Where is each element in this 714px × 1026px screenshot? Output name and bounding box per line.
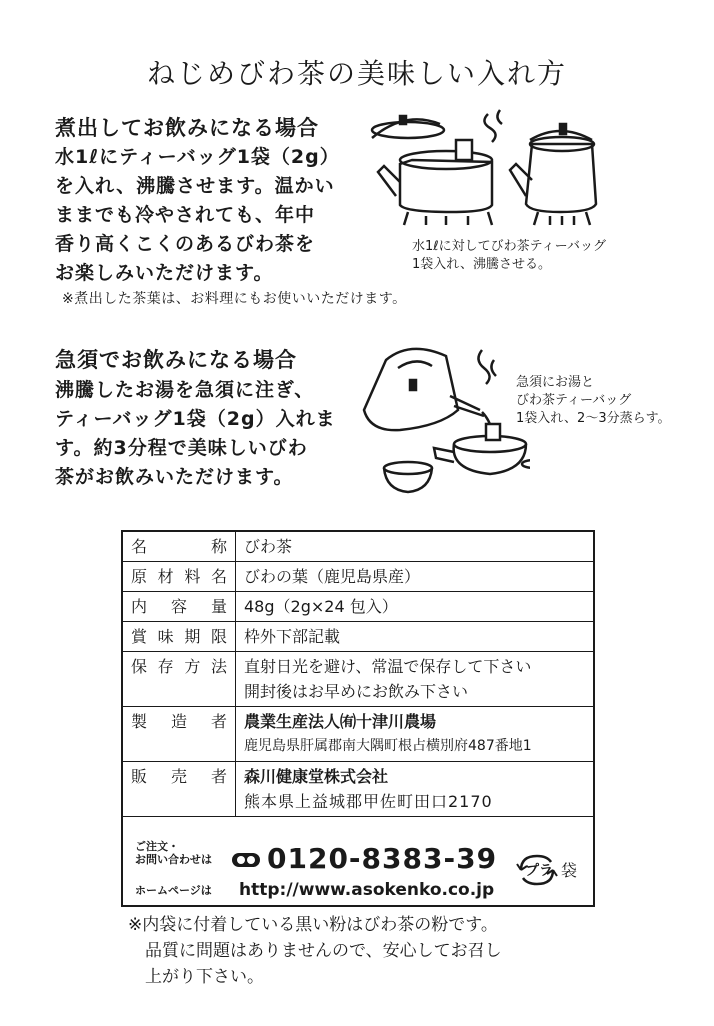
info-row-storage	[123, 652, 593, 707]
boil-instructions: 水1ℓにティーバッグ1袋（2g） を入れ、沸騰させます。温かい ままでも冷やされても、年中 香り高くこくのあるびわ茶を お楽しみいただけます。	[55, 146, 340, 284]
info-label: 製造者	[123, 707, 236, 762]
info-value-2: 熊本県上益城郡甲佐町田口2170	[244, 792, 493, 811]
boil-caption: 水1ℓに対してびわ茶ティーバッグ 1袋入れ、沸騰させる。	[412, 239, 606, 272]
homepage-label: ホームページは	[135, 884, 212, 897]
free-dial-icon	[231, 852, 261, 868]
boil-heading: 煮出してお飲みになる場合	[55, 116, 319, 140]
info-row-manufacturer	[123, 707, 593, 762]
info-value: 48g（2g×24 包入）	[236, 592, 594, 622]
homepage-url[interactable]: http://www.asokenko.co.jp	[239, 880, 495, 900]
page-title: ねじめびわ茶の美味しい入れ方	[146, 57, 567, 90]
teapot-heading: 急須でお飲みになる場合	[55, 348, 297, 372]
kettle-illustration	[360, 100, 640, 230]
footer-note: ※内袋に付着している黒い粉はびわ茶の粉です。 品質に問題はありませんので、安心してお召し 上がり下さい。	[128, 915, 502, 987]
phone-number[interactable]: 0120-8383-39	[267, 842, 498, 875]
info-value: 農業生産法人㈲十津川農場	[244, 712, 437, 731]
info-value: びわの葉（鹿児島県産）	[236, 562, 594, 592]
product-info-box	[121, 530, 595, 907]
info-value: びわ茶	[236, 532, 594, 562]
teapot-caption: 急須にお湯と びわ茶ティーバッグ 1袋入れ、2～3分蒸らす。	[516, 375, 671, 426]
info-value: 枠外下部記載	[236, 622, 594, 652]
boil-note: ※煮出した茶葉は、お料理にもお使いいただけます。	[62, 291, 407, 307]
info-value-2: 鹿児島県肝属郡南大隅町根占横別府487番地1	[244, 738, 532, 754]
info-row-content	[123, 592, 593, 622]
info-row-ingredients	[123, 562, 593, 592]
info-row-expiry	[123, 622, 593, 652]
info-label: 賞味期限	[123, 622, 236, 652]
info-value: 直射日光を避け、常温で保存して下さい	[244, 657, 532, 676]
info-label: 保存方法	[123, 652, 236, 707]
teapot-illustration	[350, 340, 530, 500]
info-label: 販売者	[123, 762, 236, 817]
info-row-name	[123, 532, 593, 562]
product-info-table	[123, 532, 593, 817]
info-row-seller	[123, 762, 593, 817]
contact-label: ご注文・ お問い合わせは	[135, 840, 212, 866]
teapot-instructions: 沸騰したお湯を急須に注ぎ、 ティーバッグ1袋（2g）入れま す。約3分程で美味しいびわ 茶がお飲みいただけます。	[55, 379, 336, 488]
info-value: 森川健康堂株式会社	[244, 767, 389, 786]
info-label: 原材料名	[123, 562, 236, 592]
info-label: 内容量	[123, 592, 236, 622]
info-value-2: 開封後はお早めにお飲み下さい	[244, 682, 469, 701]
recycle-mark	[515, 850, 578, 894]
info-label: 名称	[123, 532, 236, 562]
recycle-suffix: 袋	[561, 861, 578, 880]
contact-section	[135, 838, 585, 902]
recycle-mark-text: プラ	[525, 863, 553, 879]
